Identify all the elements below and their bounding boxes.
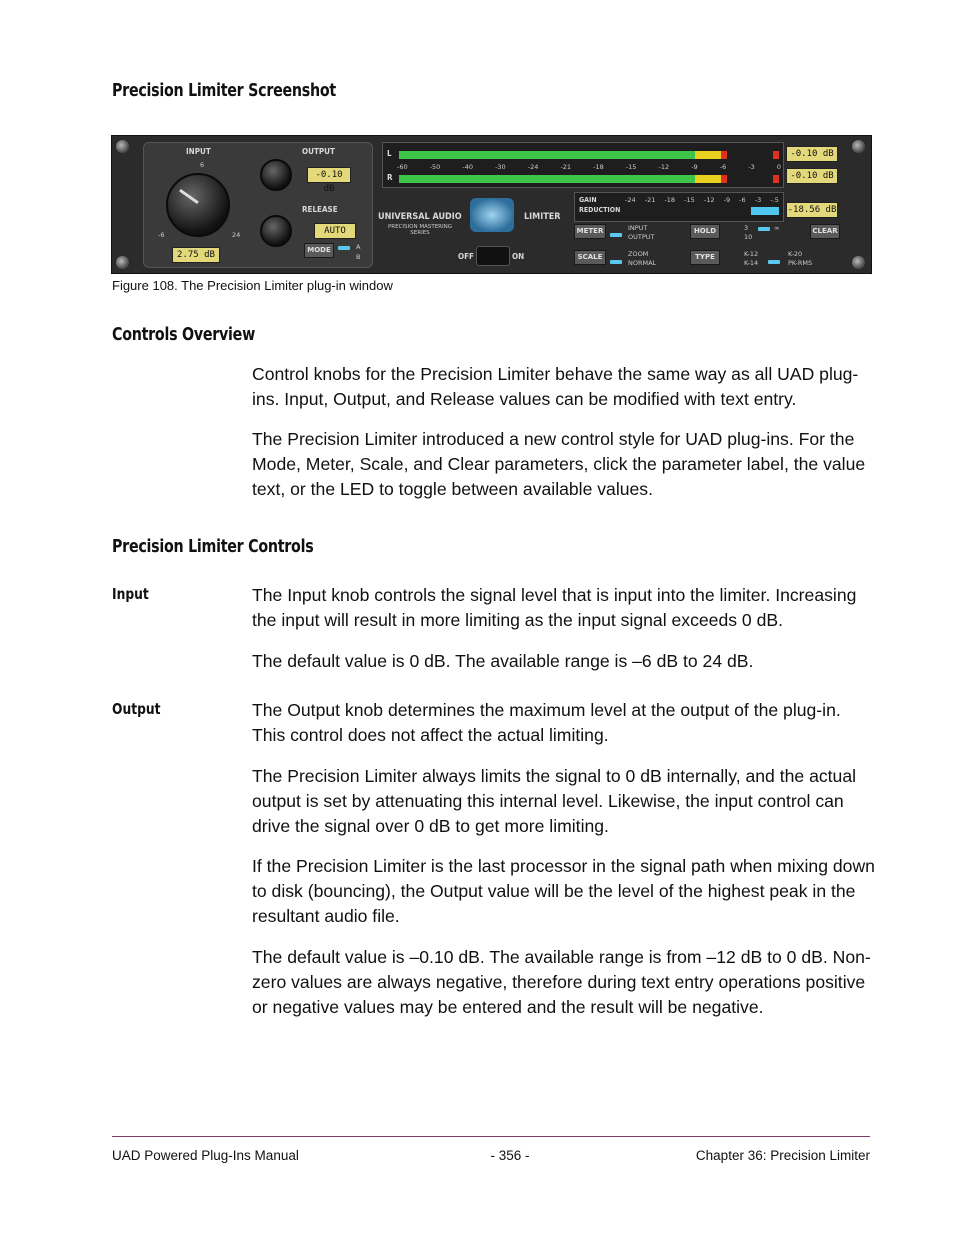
gr-value-display[interactable]: -18.56 dB xyxy=(786,202,838,218)
overview-paragraph-2: The Precision Limiter introduced a new control style for UAD plug-ins. For the Mode, Meter, Scale, and Clear parameters, click the parameter label, the value text, or the LED to toggle between available values. xyxy=(252,429,866,499)
meter-option-output: OUTPUT xyxy=(628,233,655,241)
clear-button[interactable]: CLEAR xyxy=(810,224,840,239)
input-label: INPUT xyxy=(186,147,211,156)
scale-button[interactable]: SCALE xyxy=(574,250,606,265)
meter-tick: -3 xyxy=(748,163,755,171)
product-name: LIMITER xyxy=(524,212,561,222)
page-number: - 356 - xyxy=(490,1148,530,1163)
release-value-display[interactable]: AUTO xyxy=(314,223,356,239)
scale-option-zoom: ZOOM xyxy=(628,250,649,258)
controls-title: Precision Limiter Controls xyxy=(112,536,314,557)
input-scale-max: 24 xyxy=(232,231,241,239)
type-led[interactable] xyxy=(768,260,780,264)
meter-tick: -12 xyxy=(658,163,670,171)
mode-led[interactable] xyxy=(338,246,350,250)
gain-reduction-meter xyxy=(574,192,784,222)
input-value-display[interactable]: 2.75 dB xyxy=(172,247,220,263)
figure-caption: Figure 108. The Precision Limiter plug-in window xyxy=(112,278,393,293)
output-paragraph-4: The default value is –0.10 dB. The available range is from –12 dB to 0 dB. Non-zero values are always negative, therefore during text entry operations positive or negative values may be entered and the result will be negative. xyxy=(252,947,871,1017)
meter-tick: -6 xyxy=(719,163,727,171)
section-title: Precision Limiter Screenshot xyxy=(112,80,336,101)
type-option-k20: K-20 xyxy=(788,250,803,258)
scale-led[interactable] xyxy=(610,260,622,264)
gr-bar xyxy=(751,207,779,215)
type-option-pkrms: PK-RMS xyxy=(788,259,813,267)
input-knob[interactable] xyxy=(166,173,230,237)
gr-tick: -12 xyxy=(703,196,715,204)
hold-button[interactable]: HOLD xyxy=(690,224,720,239)
input-paragraph-2: The default value is 0 dB. The available range is –6 dB to 24 dB. xyxy=(252,651,754,671)
meter-led[interactable] xyxy=(610,233,622,237)
controls-overview-title: Controls Overview xyxy=(112,324,255,345)
meter-r-label: R xyxy=(387,173,393,182)
brand-name: UNIVERSAL AUDIO xyxy=(378,212,462,222)
level-meters xyxy=(382,142,784,188)
input-scale-mid: 6 xyxy=(200,161,205,169)
output-term: Output xyxy=(112,700,161,718)
peak-r-display[interactable]: -0.10 dB xyxy=(786,168,838,184)
meter-tick: -30 xyxy=(495,163,506,171)
meter-tick: -9 xyxy=(691,163,698,171)
output-paragraph-1: The Output knob determines the maximum level at the output of the plug-in. This control does not affect the actual limiting. xyxy=(252,700,841,745)
power-off-label: OFF xyxy=(458,252,474,261)
output-paragraph-3: If the Precision Limiter is the last processor in the signal path when mixing down to disk (bouncing), the Output value will be the level of the highest peak in the resultant audio file. xyxy=(252,856,875,926)
type-option-k14: K-14 xyxy=(744,259,759,267)
hold-option-3: 3 xyxy=(744,224,749,232)
release-knob[interactable] xyxy=(260,215,292,247)
screw-icon xyxy=(852,140,865,153)
brand-series: PRECISION MASTERING SERIES xyxy=(387,224,453,236)
meter-button[interactable]: METER xyxy=(574,224,606,239)
meter-l-yellow xyxy=(695,151,721,159)
release-label: RELEASE xyxy=(302,205,338,214)
meter-tick: -24 xyxy=(527,163,539,171)
meter-tick: -21 xyxy=(560,163,572,171)
meter-r-green xyxy=(399,175,695,183)
gr-tick: -15 xyxy=(684,196,695,204)
meter-tick: -40 xyxy=(462,163,473,171)
screw-icon xyxy=(852,256,865,269)
mode-button[interactable]: MODE xyxy=(304,243,334,258)
meter-tick: -18 xyxy=(593,163,604,171)
input-term: Input xyxy=(112,585,149,603)
power-on-label: ON xyxy=(512,252,525,261)
meter-l-clip xyxy=(773,151,779,159)
footer-right: Chapter 36: Precision Limiter xyxy=(695,1148,870,1163)
meter-tick: -60 xyxy=(397,163,408,171)
gr-scale xyxy=(625,196,779,204)
mode-option-b: B xyxy=(356,253,361,261)
type-option-k12: K-12 xyxy=(744,250,759,258)
ua-logo-icon xyxy=(470,198,514,232)
gr-tick: -9 xyxy=(723,196,731,204)
footer-left: UAD Powered Plug-Ins Manual xyxy=(112,1148,299,1163)
footer-rule xyxy=(112,1136,870,1137)
peak-l-display[interactable]: -0.10 dB xyxy=(786,146,838,162)
power-toggle[interactable] xyxy=(476,246,510,266)
meter-tick: -15 xyxy=(625,163,637,171)
output-paragraph-2: The Precision Limiter always limits the signal to 0 dB internally, and the actual output is set by attenuating this internal level. Likewise, the input control can drive the signal over 0 dB to get more limiting. xyxy=(252,766,857,836)
gr-tick: -21 xyxy=(644,196,656,204)
meter-r-yellow xyxy=(695,175,721,183)
screw-icon xyxy=(116,256,129,269)
output-label: OUTPUT xyxy=(302,147,335,156)
mode-option-a: A xyxy=(356,243,361,251)
meter-option-input: INPUT xyxy=(628,224,648,232)
gr-tick: -6 xyxy=(739,196,746,204)
meter-r-clip xyxy=(773,175,779,183)
gr-tick: -24 xyxy=(625,196,636,204)
meter-scale xyxy=(397,163,781,171)
meter-l-red xyxy=(721,151,727,159)
scale-option-normal: NORMAL xyxy=(628,259,657,267)
gr-tick: -3 xyxy=(754,196,762,204)
knob-pointer-icon xyxy=(179,189,199,204)
gr-label-1: GAIN xyxy=(579,196,597,204)
hold-led[interactable] xyxy=(758,227,770,231)
screw-icon xyxy=(116,140,129,153)
output-value-display[interactable]: -0.10 dB xyxy=(307,167,351,183)
gr-label-2: REDUCTION xyxy=(579,206,621,214)
meter-r-red xyxy=(721,175,727,183)
gr-tick: -.5 xyxy=(770,196,779,204)
plugin-window-figure xyxy=(111,135,872,274)
input-paragraph-1: The Input knob controls the signal level that is input into the limiter. Increasing the input will result in more limiting as the input signal exceeds 0 dB. xyxy=(252,585,857,630)
hold-option-infinite: ∞ xyxy=(774,224,780,232)
meter-tick: -50 xyxy=(429,163,441,171)
output-knob[interactable] xyxy=(260,159,292,191)
meter-tick: 0 xyxy=(776,163,781,171)
meter-l-label: L xyxy=(387,149,392,158)
gr-tick: -18 xyxy=(664,196,676,204)
type-button[interactable]: TYPE xyxy=(690,250,720,265)
overview-paragraph-1: Control knobs for the Precision Limiter behave the same way as all UAD plug-ins. Input, Output, and Release values can be modified with text entry. xyxy=(252,364,859,409)
hold-option-10: 10 xyxy=(744,233,753,241)
knob-section xyxy=(143,142,373,268)
input-scale-min: -6 xyxy=(158,231,165,239)
meter-l-green xyxy=(399,151,695,159)
